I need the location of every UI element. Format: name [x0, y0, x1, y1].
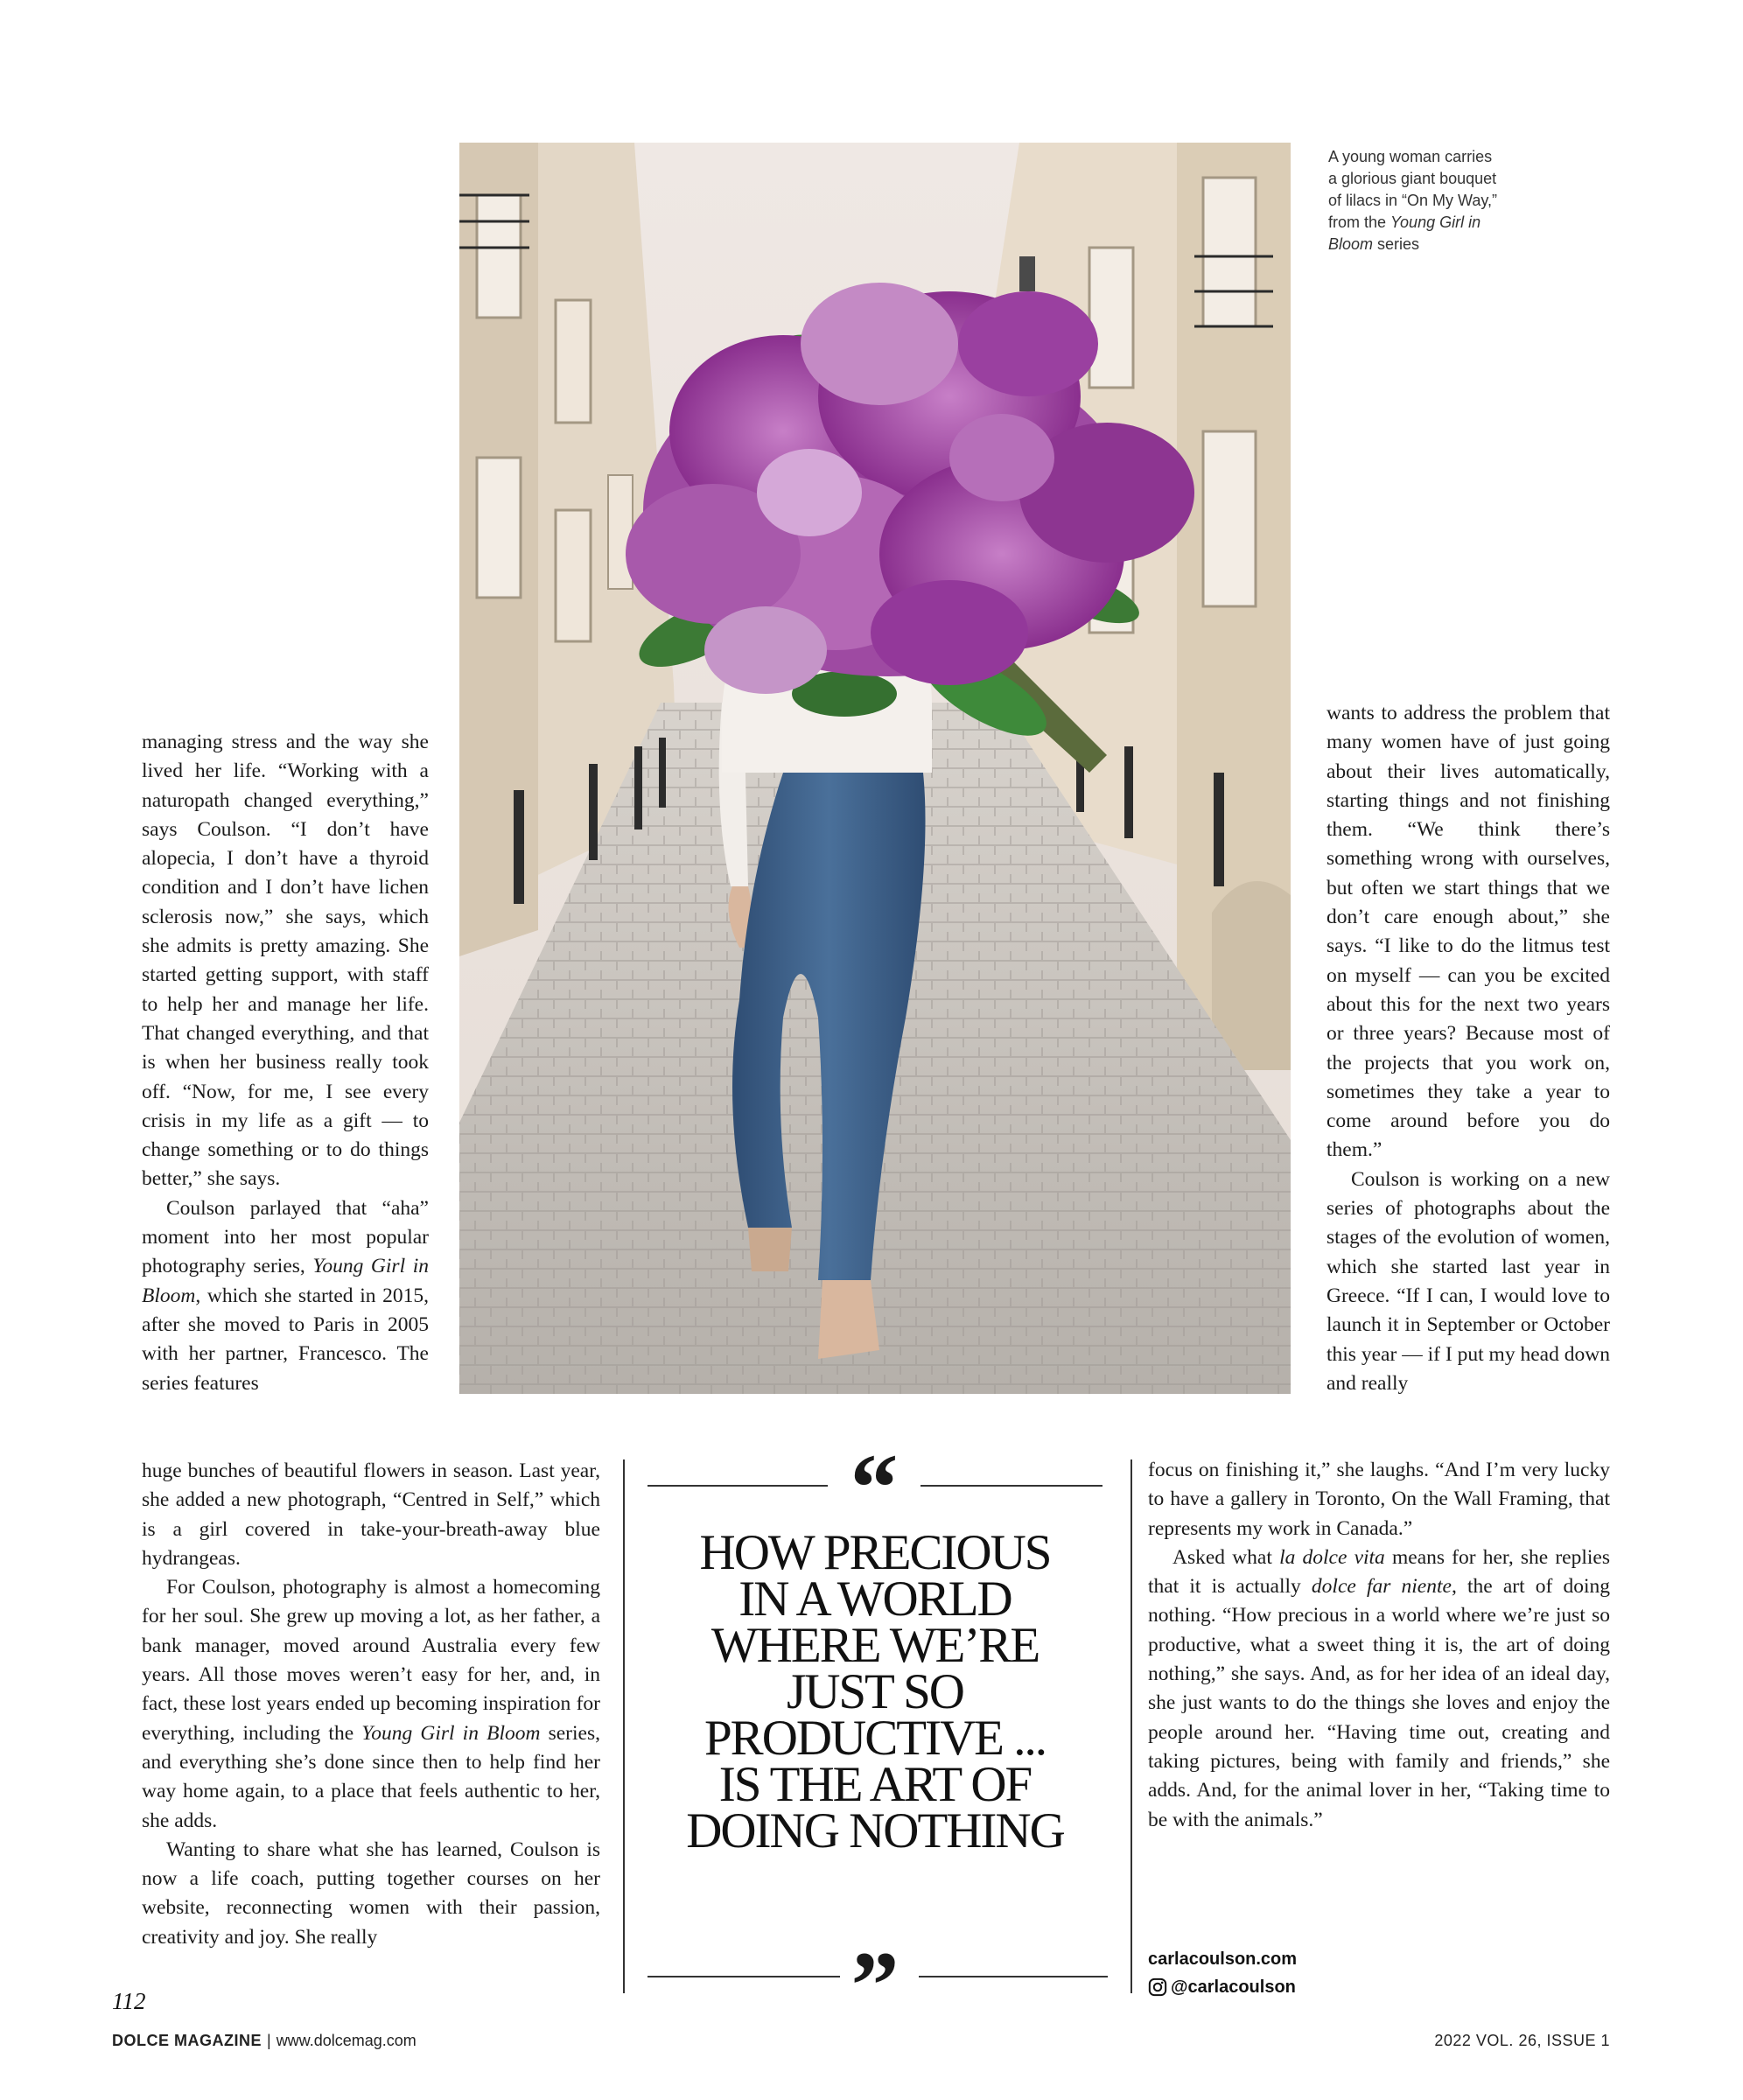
- caption-line: A young woman carries: [1328, 148, 1493, 165]
- lilac-photo: [459, 143, 1291, 1394]
- right-column-top: [1326, 699, 1610, 1398]
- series-title: Young Girl in Bloom: [142, 1255, 429, 1307]
- pull-quote-rule: [920, 1485, 1102, 1487]
- photo-caption: [1328, 146, 1538, 256]
- pull-quote-line: DOING NOTHING: [686, 1803, 1064, 1858]
- paragraph: focus on finishing it,” she laughs. “And I’m very lucky to have a gallery in Toronto, On the Wall Framing, that represents my work in Canada.”: [1148, 1459, 1610, 1540]
- pull-quote: [648, 1525, 1102, 1858]
- pull-quote-rule: [648, 1976, 840, 1978]
- paragraph-text: series, and everything she’s done since then to help find her way home again, to a place that feels authentic to her, she adds.: [142, 1721, 600, 1832]
- paragraph: huge bunches of beautiful flowers in season. Last year, she added a new photograph, “Centred in Self,” which is a girl covered in take-your-breath-away blue hydrangeas.: [142, 1460, 600, 1570]
- paragraph: [142, 1573, 600, 1836]
- pull-quote-line: WHERE WE’RE: [710, 1618, 1040, 1673]
- pull-quote-line: IS THE ART OF: [718, 1757, 1032, 1812]
- paragraph: [1148, 1544, 1610, 1835]
- left-column-top: [142, 728, 429, 1398]
- paragraph-text: , the art of doing nothing. “How precious in a world where we’re just so productive, what a sweet thing it is, the art of doing nothing,” she says. And, as for her idea of an ideal day, she just wants to do the things she loves and enjoy the people around her. “Having time out, creating and taking pictures, being with family and friends,” she adds. And, for the animal lover in her, “Taking time to be with the animals.”: [1148, 1575, 1610, 1831]
- caption-line: [1328, 212, 1538, 234]
- paragraph: [142, 1194, 429, 1398]
- italic-phrase: dolce far niente: [1311, 1575, 1452, 1599]
- caption-text: series: [1373, 235, 1420, 253]
- column-divider-left: [623, 1460, 625, 1993]
- paragraph-text: , which she started in 2015, after she moved to Paris in 2005 with her partner, Francesco. The series features: [142, 1284, 429, 1395]
- caption-text: from the: [1328, 214, 1391, 231]
- pull-quote-rule: [919, 1976, 1108, 1978]
- paragraph: managing stress and the way she lived her life. “Working with a naturopath changed everything,” says Coulson. “I don’t have alopecia, I don’t have a thyroid condition and I don’t have lichen sclerosis now,” she says, which she admits is pretty amazing. She started getting support, with staff to help her and manage her life. That changed everything, and that is when her business really took off. “Now, for me, I see every crisis in my life as a gift — to change something or to do things better,” she says.: [142, 731, 429, 1191]
- close-quote-mark: ”: [850, 1932, 900, 2039]
- pull-quote-line: JUST SO: [787, 1664, 963, 1719]
- caption-line: a glorious giant bouquet: [1328, 170, 1497, 187]
- issue-info: 2022 VOL. 26, ISSUE 1: [1434, 2032, 1610, 2049]
- pull-quote-line: PRODUCTIVE ...: [704, 1711, 1046, 1766]
- caption-line: of lilacs in “On My Way,”: [1328, 192, 1498, 209]
- column-divider-right: [1130, 1460, 1132, 1993]
- magazine-name: DOLCE MAGAZINE: [112, 2032, 262, 2049]
- italic-phrase: la dolce vita: [1279, 1545, 1385, 1569]
- pull-quote-line: IN A WORLD: [738, 1572, 1012, 1627]
- pull-quote-line: HOW PRECIOUS: [699, 1525, 1051, 1580]
- paragraph-text: means for her, she replies that it is actually: [1148, 1545, 1610, 1599]
- paragraph: Wanting to share what she has learned, Coulson is now a life coach, putting together courses on her website, reconnecting women with their passion, creativity and joy. She really: [142, 1838, 600, 1949]
- page-number: 112: [112, 1988, 146, 2014]
- instagram-link[interactable]: [1148, 1974, 1296, 2000]
- paragraph-text: For Coulson, photography is almost a homecoming for her soul. She grew up moving a lot, as her father, a bank manager, moved around Australia every few years. All those moves weren’t easy for her, and, in fact, these lost years ended up becoming inspiration for everything, including the: [142, 1576, 600, 1745]
- open-quote-mark: “: [850, 1434, 899, 1541]
- magazine-url[interactable]: www.dolcemag.com: [276, 2032, 416, 2049]
- paragraph: wants to address the problem that many women have of just going about their lives automatically, starting things and not finishing them. “We think there’s something wrong with ourselves, but often we start things that we don’t care enough about,” she says. “I like to do the litmus test on myself — can you be excited about this for the next two years or three years? Because most of the projects that you work on, sometimes they take a year to come around before you do them.”: [1326, 702, 1610, 1162]
- instagram-handle: @carlacoulson: [1171, 1977, 1296, 1997]
- caption-series-title: Young Girl in: [1390, 214, 1481, 231]
- caption-series-title: Bloom: [1328, 235, 1374, 253]
- pull-quote-rule: [648, 1485, 828, 1487]
- footer-separator: |: [267, 2032, 271, 2049]
- caption-line: [1328, 234, 1538, 256]
- paragraph-text: Asked what: [1172, 1545, 1280, 1569]
- left-column-bottom: [142, 1457, 600, 1952]
- woman-with-lilacs-illustration: [459, 143, 1291, 1394]
- right-column-bottom: [1148, 1456, 1610, 1835]
- footer-masthead: [112, 2032, 416, 2050]
- website-link[interactable]: carlacoulson.com: [1148, 1950, 1298, 1969]
- series-title: Young Girl in Bloom: [361, 1721, 541, 1745]
- paragraph-text: Coulson parlayed that “aha” moment into her most popular photography series,: [142, 1196, 429, 1278]
- paragraph: Coulson is working on a new series of photographs about the stages of the evolution of women, which she started last year in Greece. “If I can, I would love to launch it in September or October this year — if I put my head down and really: [1326, 1167, 1610, 1395]
- instagram-icon: [1148, 1978, 1167, 1997]
